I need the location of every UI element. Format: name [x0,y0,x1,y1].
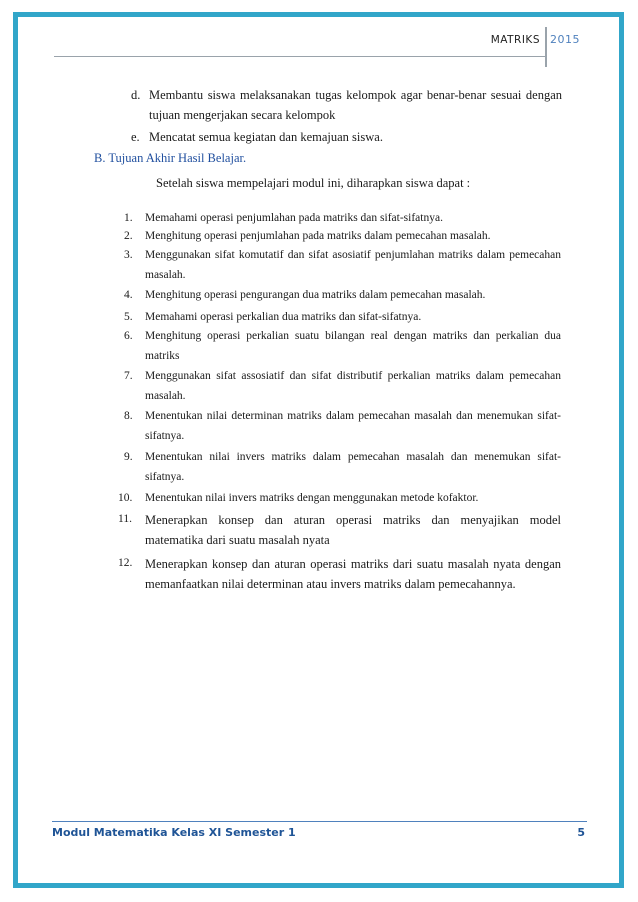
goal-number: 1. [124,212,133,224]
goal-number: 12. [118,557,133,569]
page-number: 5 [577,826,585,839]
item-d-cont: tujuan mengerjakan secara kelompok [149,108,336,122]
goal-text-line: Menerapkan konsep dan aturan operasi matriks dan menyajikan model [145,513,561,527]
goal-number: 10. [118,492,133,504]
goal-text-line: Menerapkan konsep dan aturan operasi matriks dari suatu masalah nyata dengan [145,557,561,571]
goal-number: 3. [124,249,133,261]
goal-text-line: masalah. [145,269,186,281]
goal-text-line: matematika dari suatu masalah nyata [145,533,330,547]
header-separator [545,27,547,67]
goal-text-line: Memahami operasi penjumlahan pada matriks dan sifat-sifatnya. [145,212,443,224]
goal-text-line: Menghitung operasi perkalian suatu bilangan real dengan matriks dan perkalian dua [145,330,561,342]
item-d-text: Membantu siswa melaksanakan tugas kelompok agar benar-benar sesuai dengan [149,88,562,102]
goal-text-line: Menghitung operasi pengurangan dua matriks dalam pemecahan masalah. [145,289,486,301]
goal-text-line: Menentukan nilai determinan matriks dalam pemecahan masalah dan menemukan sifat- [145,410,561,422]
goal-number: 4. [124,289,133,301]
section-b-title: B. Tujuan Akhir Hasil Belajar. [94,151,247,165]
goal-text-line: Menentukan nilai invers matriks dengan menggunakan metode kofaktor. [145,492,479,504]
goal-number: 6. [124,330,133,342]
goal-text-line: Memahami operasi perkalian dua matriks dan sifat-sifatnya. [145,311,422,323]
goal-number: 7. [124,370,133,382]
goal-text-line: memanfaatkan nilai determinan atau invers matriks dalam pemecahannya. [145,577,516,591]
item-e-label: e. [131,130,140,144]
footer-rule [52,821,587,822]
header-year: 2015 [550,33,580,46]
goal-number: 9. [124,451,133,463]
header-title: MATRIKS [490,34,540,46]
item-e-text: Mencatat semua kegiatan dan kemajuan siswa. [149,130,383,144]
goal-text-line: sifatnya. [145,430,185,442]
goal-text-line: Menghitung operasi penjumlahan pada matriks dalam pemecahan masalah. [145,230,491,242]
goal-text-line: Menggunakan sifat assosiatif dan sifat distributif perkalian matriks dalam pemecahan [145,370,561,382]
item-d-label: d. [131,88,141,102]
section-b-lead: Setelah siswa mempelajari modul ini, diharapkan siswa dapat : [156,176,471,190]
footer-title: Modul Matematika Kelas XI Semester 1 [52,826,296,839]
goal-text-line: matriks [145,350,180,362]
page-header [0,0,638,70]
goal-number: 2. [124,230,133,242]
goal-number: 11. [118,513,132,525]
goal-text-line: sifatnya. [145,471,185,483]
goal-number: 5. [124,311,133,323]
header-rule [54,56,546,57]
goal-number: 8. [124,410,133,422]
goal-text-line: Menentukan nilai invers matriks dalam pemecahan masalah dan menemukan sifat- [145,451,561,463]
goal-text-line: Menggunakan sifat komutatif dan sifat asosiatif penjumlahan matriks dalam pemecahan [145,249,561,261]
goal-text-line: masalah. [145,390,186,402]
